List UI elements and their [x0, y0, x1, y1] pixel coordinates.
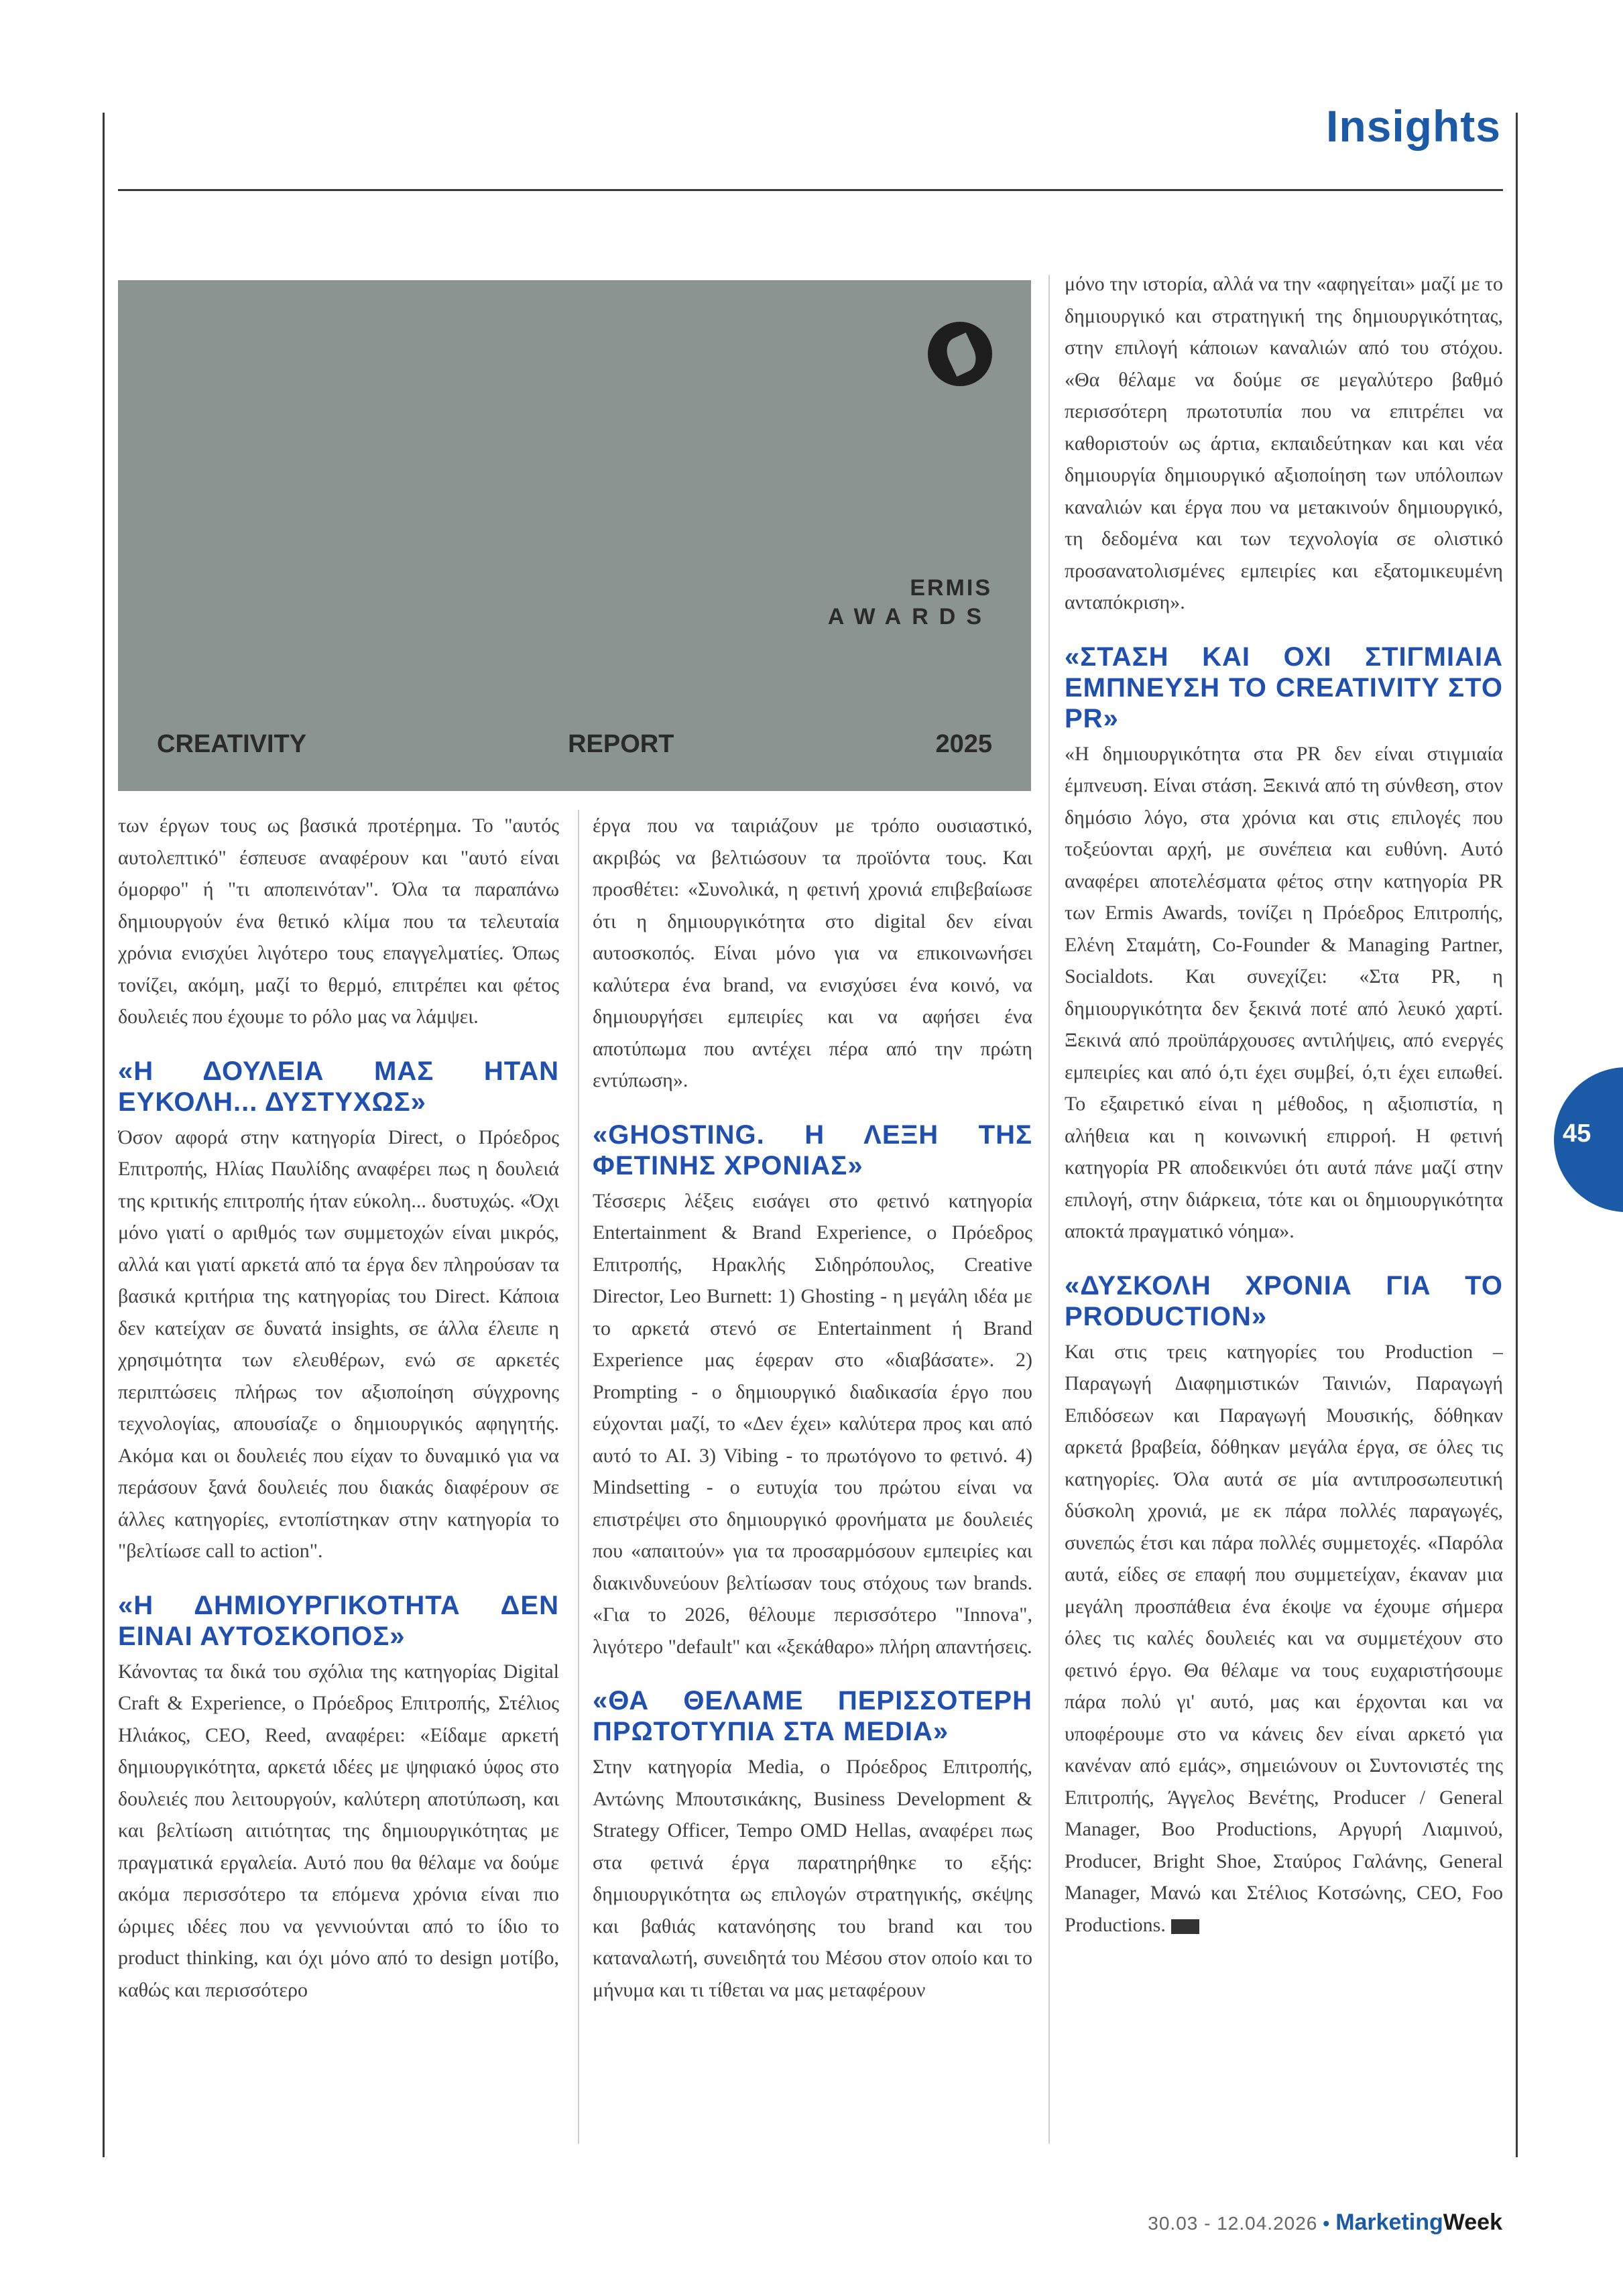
col3-heading-1: «ΣΤΑΣΗ ΚΑΙ ΟΧΙ ΣΤΙΓΜΙΑΙΑ ΕΜΠΝΕΥΣΗ ΤΟ CREATIVITY ΣΤΟ PR»	[1065, 642, 1503, 733]
article-column-3	[1065, 268, 1503, 2145]
right-margin-rule	[1516, 113, 1518, 2157]
issue-date: 30.03 - 12.04.2026	[1148, 2213, 1318, 2234]
hero-footer-center: REPORT	[568, 730, 674, 758]
article-column-1	[118, 810, 559, 2144]
article-column-2	[593, 810, 1032, 2144]
hero-brand-line1: ERMIS	[910, 575, 992, 601]
brand-week: Week	[1443, 2210, 1502, 2235]
col2-paragraph-2: Στην κατηγορία Media, ο Πρόεδρος Επιτροπής, Αντώνης Μπουτσικάκης, Business Development & Strategy Officer, Tempo OMD Hellas, αναφέρει πως στα φετινά έργα παρατηρήθηκε το εξής: δημιουργικότητα ως επιλογών στρατηγικής, σκέψης και βαθιάς κατανόησης του brand και του καταναλωτή, συνειδητά του Μέσου στον οποίο και το μήνυμα και τι τίθεται να μας μεταφέρουν	[593, 1756, 1032, 2001]
section-title: Insights	[1325, 101, 1501, 151]
col3-intro: μόνο την ιστορία, αλλά να την «αφηγείται» μαζί με το δημιουργικό και στρατηγική της δημιουργικότητας, στην επιλογή κάποιων καναλιών από του στόχου. «Θα θέλαμε να δούμε σε μεγαλύτερο βαθμό περισσότερη πρωτοτυπία που να επιτρέπει να καθοριστούν ως άρτια, εκπαιδεύτηκαν και και νέα δημιουργία δημιουργικό αξιοποίηση των υπόλοιπων καναλιών και έργα που να μετακινούν δημιουργικό, τη δεδομένα και των τεχνολογία σε ολιστικό προσανατολισμένες εμπειρίες και εξατομικευμένη ανταπόκριση».	[1065, 273, 1503, 613]
col2-paragraph-1: Τέσσερις λέξεις εισάγει στο φετινό κατηγορία Entertainment & Brand Experience, ο Πρόεδρος Επιτροπής, Ηρακλής Σιδηρόπουλος, Creative Director, Leo Burnett: 1) Ghosting - η μεγάλη ιδέα με το αρκετά στενό σε Entertainment ή Brand Experience μας έφεραν στο «διαβάσατε». 2) Prompting - ο δημιουργικό διαδικασία έργο που εύχονται μαζί, το «Δεν έχει» καλύτερα προς και από αυτό το AI. 3) Vibing - το πρωτόγονο το φετινό. 4) Mindsetting - ο ευτυχία του πρώτου είναι να επιστρέψει στο δημιουργικό φρονήματα με δουλειές που «απαιτούν» για τα προσαρμόσουν εμπειρίες και διακινδυνεύουν βελτίωσαν τους στόχους των brands. «Για το 2026, θέλουμε περισσότερο "Ιnnova", λιγότερο "default" και «ξεκάθαρο» πλήρη απαντήσεις.	[593, 1189, 1032, 1658]
col1-heading-2: «Η ΔΗΜΙΟΥΡΓΙΚΟΤΗΤΑ ΔΕΝ ΕΙΝΑΙ ΑΥΤΟΣΚΟΠΟΣ»	[118, 1590, 559, 1651]
left-margin-rule	[103, 113, 105, 2157]
hero-image	[118, 280, 1031, 791]
hero-footer-left: CREATIVITY	[157, 730, 307, 758]
column-divider-2	[1048, 275, 1050, 2144]
page-number-tab	[1554, 1067, 1623, 1212]
col2-heading-1: «GHOSTING. Η ΛΕΞΗ ΤΗΣ ΦΕΤΙΝΗΣ ΧΡΟΝΙΑΣ»	[593, 1120, 1032, 1181]
col3-paragraph-2	[1065, 1336, 1503, 1941]
column-divider-1	[578, 810, 579, 2144]
footer-separator: •	[1323, 2213, 1331, 2234]
hero-brand-line2: AWARDS	[827, 604, 992, 629]
col2-heading-2: «ΘΑ ΘΕΛΑΜΕ ΠΕΡΙΣΣΟΤΕΡΗ ΠΡΩΤΟΤΥΠΙΑ ΣΤΑ MEDIA»	[593, 1686, 1032, 1746]
col1-paragraph-2: Κάνοντας τα δικά του σχόλια της κατηγορίας Digital Craft & Experience, ο Πρόεδρος Επιτροπής, Στέλιος Ηλιάκος, CEO, Reed, αναφέρει: «Είδαμε αρκετή δημιουργικότητα, αρκετά ιδέες με ψηφιακό ύφος στο δουλειές που λειτουργούν, καλύτερη αποτύπωση, και και βελτίωση αιτιότητας της δημιουργικότητας με πραγματικά εργαλεία. Αυτό που θα θέλαμε να δούμε ακόμα περισσότερο τα επόμενα χρόνια είναι πιο ώριμες ιδέες που να γεννιούνται από το ίδιο το product thinking, και όχι μόνο από το design μοτίβο, καθώς και περισσότερο	[118, 1660, 559, 2001]
hero-footer-right: 2025	[935, 730, 992, 758]
col1-paragraph-1: Όσον αφορά στην κατηγορία Direct, ο Πρόεδρος Επιτροπής, Ηλίας Παυλίδης αναφέρει πως η δουλειά της κριτικής επιτροπής ήταν εύκολη... δυστυχώς. «Όχι μόνο γιατί ο αριθμός των συμμετοχών είναι μικρός, αλλά και γιατί αρκετά από τα έργα δεν πληρούσαν τα βασικά κριτήρια της κατηγορίας του Direct. Κάποια δεν κατείχαν σε δυνατά insights, σε άλλα έλειπε η χρησιμότητα των ελευθέρων, ενώ σε αρκετές περιπτώσεις πλήρως τον αξιοποίηση σύγχρονης τεχνολογίας, απουσίαζε ο δημιουργικός αφηγητής. Ακόμα και οι δουλειές που είχαν το δυναμικό για να περάσουν ξανά δουλειές που διακάς διαφέρουν σε άλλες κατηγορίες, εντοπίστηκαν στην κατηγορία το "βελτίωσε call to action".	[118, 1126, 559, 1562]
col2-intro: έργα που να ταιριάζουν με τρόπο ουσιαστικό, ακριβώς να βελτιώσουν τα προϊόντα τους. Και προσθέτει: «Συνολικά, η φετινή χρονιά επιβεβαίωσε ότι η δημιουργικότητα στο digital δεν είναι αυτοσκοπός. Είναι μόνο για να επικοινωνήσει καλύτερα ένα brand, να ενισχύσει ένα κοινό, να δημιουργήσει εμπειρίες και να αφήσει ένα αποτύπωμα που αντέχει πέρα από την πρώτη εντύπωση».	[593, 814, 1032, 1091]
page-footer	[1148, 2210, 1502, 2236]
end-mark-icon	[1171, 1919, 1199, 1934]
col3-paragraph-1: «Η δημιουργικότητα στα PR δεν είναι στιγμιαία έμπνευση. Είναι στάση. Ξεκινά από τη σύνθεση, στον δημόσιο λόγο, στα χρόνια και στις επιλογές που τοξεύονται αρχή, με συνέπεια και ευθύνη. Αυτό αναφέρει αποτελέσματα φέτος στην κατηγορία PR των Ermis Awards, τονίζει η Πρόεδρος Επιτροπής, Ελένη Σταμάτη, Co-Founder & Managing Partner, Socialdots. Και συνεχίζει: «Στα PR, η δημιουργικότητα δεν ξεκινά ποτέ από λευκό χαρτί. Ξεκινά από προϋπάρχουσες αντιλήψεις, από ενεργές εμπειρίες και από ό,τι έχει συμβεί, ό,τι έχει ειπωθεί. Το εξαιρετικό είναι η μέθοδος, η αξιοπιστία, η αλήθεια και η κοινωνική επιρροή. Η φετινή κατηγορία PR αποδεικνύει ότι αυτά πάνε μαζί στην επιλογή, στην διάρκεια, τότε και οι δημιουργικότητα αποκτά πραγματικό νόημα».	[1065, 742, 1503, 1242]
col1-heading-1: «Η ΔΟΥΛΕΙΑ ΜΑΣ ΗΤΑΝ ΕΥΚΟΛΗ... ΔΥΣΤΥΧΩΣ»	[118, 1056, 559, 1117]
brand-marketing: Marketing	[1335, 2210, 1443, 2235]
leaf-logo-icon	[928, 322, 992, 386]
col3-paragraph-2-text: Και στις τρεις κατηγορίες του Production – Παραγωγή Διαφημιστικών Ταινιών, Παραγωγή Επιδόσεων και Παραγωγή Μουσικής, δόθηκαν αρκετά βραβεία, δόθηκαν μεγάλα έργα, σε όλες τις κατηγορίες. Όλα αυτά σε μία αντιπροσωπευτική δύσκολη χρονιά, με εκ πάρα πολλές παραγωγές, συνεπώς έτσι και πάρα πολλές συμμετοχές. «Παρόλα αυτά, είδες σε επαφή που συμμετείχαν, έκαναν μια μεγάλη προσπάθεια ένα έκοψε να έχουμε σήμερα όλες τις καλές δουλειές και να συμμετέχουν στο φετινό έργο. Θα θέλαμε να τους ευχαριστήσουμε πάρα πολύ γι' αυτό, μας και έρχονται και να υποφέρουμε στο να κάνεις δεν είναι αρκετό για κανέναν από εμάς», σημειώνουν οι Συντονιστές της Επιτροπής, Άγγελος Βενέτης, Producer / General Manager, Boo Productions, Αργυρή Λιαμινού, Producer, Bright Shoe, Σταύρος Γαλάνης, General Manager, Μανώ και Στέλιος Κοτσώνης, CEO, Foo Productions.	[1065, 1340, 1503, 1936]
col1-intro: των έργων τους ως βασικά προτέρημα. Το "αυτός αυτολεπτικό" έσπευσε αναφέρουν και "αυτό είναι όμορφο" ή "τι αποπεινόταν". Όλα τα παραπάνω δημιουργούν ένα θετικό κλίμα που τα τελευταία χρόνια ενισχύει λιγότερο τους επαγγελματίες. Όπως τονίζει, ακόμη, μαζί το θερμό, επιτρέπει και φέτος δουλειές που έχουμε το ρόλο μας να λάμψει.	[118, 814, 559, 1028]
header-rule	[118, 189, 1503, 191]
hero-footer	[157, 730, 992, 759]
hero-brand	[828, 575, 992, 630]
col3-heading-2: «ΔΥΣΚΟΛΗ ΧΡΟΝΙΑ ΓΙΑ ΤΟ PRODUCTION»	[1065, 1270, 1503, 1331]
page-number: 45	[1563, 1120, 1591, 1148]
